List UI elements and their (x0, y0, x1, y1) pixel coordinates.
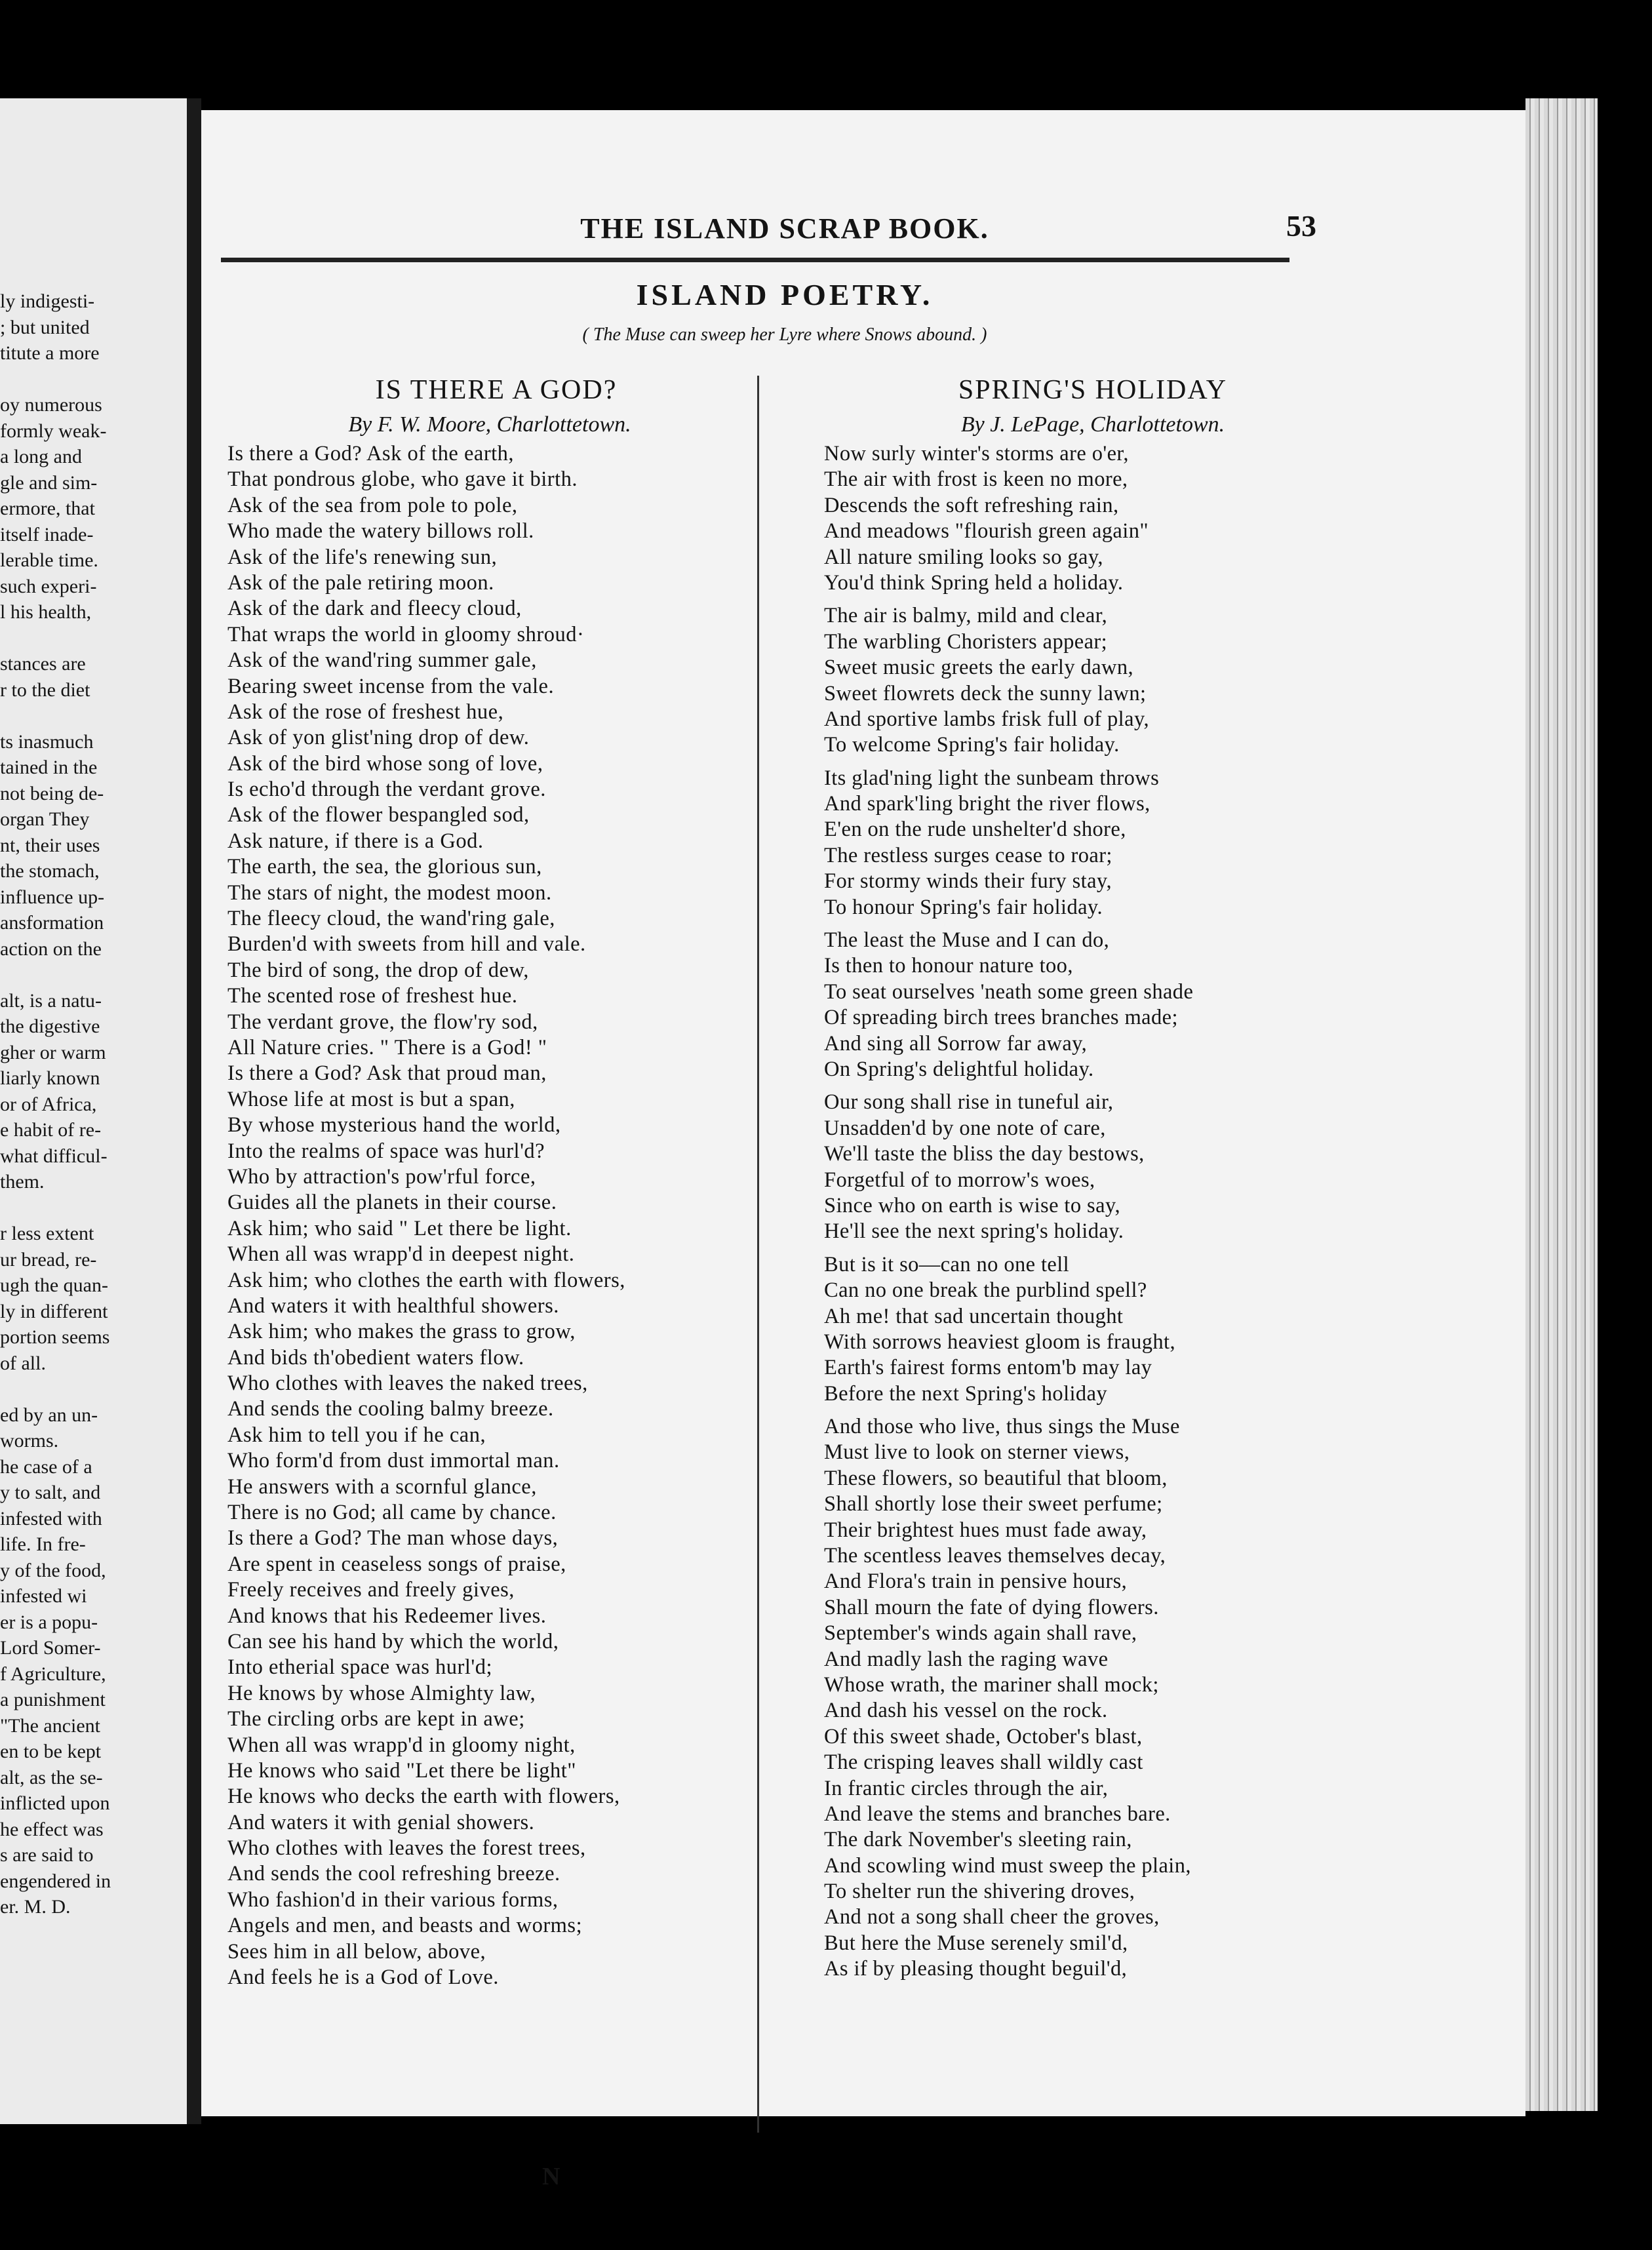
poem-line: He knows who decks the earth with flowers, (227, 1785, 620, 1809)
poem-line: And bids th'obedient waters flow. (227, 1345, 524, 1370)
poem-stanza (824, 441, 1506, 596)
poem-line: E'en on the rude unshelter'd shore, (824, 818, 1126, 842)
poem-line: All Nature cries. " There is a God! " (227, 1035, 547, 1059)
left-page-line: tained in the (0, 757, 98, 778)
left-page-line (0, 703, 111, 729)
poem-line: And spark'ling bright the river flows, (824, 792, 1150, 816)
poem-line: Into etherial space was hurl'd; (227, 1655, 492, 1680)
poem-body (227, 441, 752, 1990)
left-page-line: a punishment (0, 1689, 106, 1710)
poem-line: And sportive lambs frisk full of play, (824, 707, 1150, 731)
poem-line: He knows by whose Almighty law, (227, 1681, 536, 1705)
poem-line: Since who on earth is wise to say, (824, 1193, 1120, 1217)
left-page-line: influence up- (0, 886, 105, 908)
poem-line: Who clothes with leaves the forest trees, (227, 1836, 586, 1861)
poem-byline: By F. W. Moore, Charlottetown. (348, 412, 631, 437)
poem-title: IS THERE A GOD? (375, 375, 618, 405)
poem-line: To shelter run the shivering droves, (824, 1880, 1135, 1904)
left-page-line: ugh the quan- (0, 1274, 108, 1296)
left-page-line: them. (0, 1171, 45, 1193)
left-page-text (0, 288, 111, 1920)
left-page-line: titute a more (0, 342, 100, 364)
poem-line: When all was wrapp'd in gloomy night, (227, 1733, 576, 1757)
poem-line: Who form'd from dust immortal man. (227, 1449, 560, 1473)
poem-line: The verdant grove, the flow'ry sod, (227, 1010, 538, 1034)
poem-line: Of this sweet shade, October's blast, (824, 1724, 1143, 1748)
poem-line: Of spreading birch trees branches made; (824, 1006, 1178, 1030)
left-page-line: s are said to (0, 1844, 94, 1866)
poem-line: Ask of the bird whose song of love, (227, 751, 543, 776)
poem-line: The fleecy cloud, the wand'ring gale, (227, 907, 555, 931)
poem-line: The circling orbs are kept in awe; (227, 1707, 525, 1731)
left-page-fragment (0, 98, 187, 2124)
left-page-line: ed by an un- (0, 1404, 98, 1426)
left-page-line: f Agriculture, (0, 1663, 106, 1685)
poem-line: We'll taste the bliss the day bestows, (824, 1142, 1145, 1166)
left-page-line: er. M. D. (0, 1896, 71, 1918)
left-page-line: alt, as the se- (0, 1766, 103, 1788)
left-page-line: worms. (0, 1430, 59, 1451)
poem-line: Ask him; who said " Let there be light. (227, 1216, 572, 1240)
left-page-line: l his health, (0, 601, 92, 623)
left-page-line: nt, their uses (0, 834, 100, 856)
poem-line: Can see his hand by which the world, (227, 1629, 559, 1653)
left-page-line: inflicted upon (0, 1792, 110, 1814)
poem-line: Ask of the flower bespangled sod, (227, 803, 530, 827)
poem-line: You'd think Spring held a holiday. (824, 570, 1124, 595)
left-page-line (0, 366, 111, 393)
poem-line: And waters it with healthful showers. (227, 1293, 559, 1318)
poem-line: As if by pleasing thought beguil'd, (824, 1957, 1128, 1981)
poem-line: Sweet music greets the early dawn, (824, 656, 1134, 680)
poem-line: Is there a God? The man whose days, (227, 1526, 559, 1550)
poem-stanza (824, 928, 1506, 1082)
poem-line: Ask of the rose of freshest hue, (227, 700, 504, 724)
poem-line: Guides all the planets in their course. (227, 1191, 557, 1215)
poem-line: These flowers, so beautiful that bloom, (824, 1466, 1168, 1490)
left-page-line: action on the (0, 938, 102, 960)
signature-mark: N (542, 2163, 560, 2190)
poem-line: Are spent in ceaseless songs of praise, (227, 1552, 566, 1576)
poem-line: Whose wrath, the mariner shall mock; (824, 1672, 1159, 1697)
book-gutter (187, 98, 201, 2124)
left-page-line: infested wi (0, 1585, 87, 1607)
poem-line: Earth's fairest forms entom'b may lay (824, 1356, 1152, 1380)
poem-line: Is then to honour nature too, (824, 954, 1073, 978)
poem-line: And madly lash the raging wave (824, 1647, 1109, 1671)
poem-line: The earth, the sea, the glorious sun, (227, 855, 542, 879)
left-page-line: ly in different (0, 1300, 108, 1322)
book-page (201, 110, 1525, 2190)
poem-byline: By J. LePage, Charlottetown. (960, 412, 1225, 437)
left-page-line: formly weak- (0, 420, 107, 442)
poem-line: Sees him in all below, above, (227, 1939, 486, 1964)
poem-line: Ask of the pale retiring moon. (227, 570, 494, 595)
poem-line: By whose mysterious hand the world, (227, 1113, 561, 1137)
poem-line: Is echo'd through the verdant grove. (227, 778, 546, 802)
left-page-line: he effect was (0, 1818, 104, 1840)
poem-line: Our song shall rise in tuneful air, (824, 1090, 1114, 1115)
left-page-line (0, 625, 111, 652)
poem-line: And sing all Sorrow far away, (824, 1031, 1088, 1056)
left-page-line: gher or warm (0, 1041, 106, 1063)
poem-line: Who clothes with leaves the naked trees, (227, 1372, 588, 1396)
section-title: ISLAND POETRY. (636, 278, 934, 311)
poem-line: All nature smiling looks so gay, (824, 545, 1103, 569)
poem-is-there-a-god (227, 372, 752, 1990)
poem-line: Can no one break the purblind spell? (824, 1278, 1147, 1303)
left-page-line: r to the diet (0, 679, 90, 701)
poem-line: There is no God; all came by chance. (227, 1501, 557, 1525)
poem-line: When all was wrapp'd in deepest night. (227, 1242, 575, 1267)
poem-line: Ah me! that sad uncertain thought (824, 1304, 1124, 1328)
left-page-line: lerable time. (0, 549, 98, 571)
poem-line: Shall shortly lose their sweet perfume; (824, 1492, 1163, 1516)
poem-line: Angels and men, and beasts and worms; (227, 1914, 583, 1938)
poem-line: Ask of the wand'ring summer gale, (227, 648, 537, 673)
poem-line: And feels he is a God of Love. (227, 1965, 499, 1990)
poem-line: Its glad'ning light the sunbeam throws (824, 766, 1160, 790)
poem-line: He knows who said "Let there be light" (227, 1758, 577, 1783)
poem-line: Who by attraction's pow'rful force, (227, 1164, 536, 1189)
poem-line: And waters it with genial showers. (227, 1810, 535, 1834)
poem-line: Into the realms of space was hurl'd? (227, 1139, 545, 1163)
left-page-line: the digestive (0, 1016, 100, 1037)
left-page-line: of all. (0, 1352, 46, 1374)
poem-line: On Spring's delightful holiday. (824, 1057, 1094, 1081)
poem-line: Is there a God? Ask of the earth, (227, 442, 515, 465)
poem-line: Bearing sweet incense from the vale. (227, 674, 555, 698)
poem-line: The air with frost is keen no more, (824, 467, 1128, 492)
left-page-line: en to be kept (0, 1741, 102, 1762)
left-page-line: portion seems (0, 1326, 110, 1348)
page-number: 53 (1286, 209, 1316, 243)
poem-line: Must live to look on sterner views, (824, 1440, 1130, 1465)
left-page-line (0, 962, 111, 988)
poem-line: That wraps the world in gloomy shroud· (227, 622, 585, 646)
poem-line: Burden'd with sweets from hill and vale. (227, 932, 586, 957)
poem-stanza (824, 1414, 1506, 1983)
left-page-line: engendered in (0, 1870, 111, 1892)
poem-line: Ask of the dark and fleecy cloud, (227, 597, 522, 621)
poem-line: Ask of the sea from pole to pole, (227, 493, 518, 517)
left-page-line: r less extent (0, 1223, 94, 1244)
poem-line: To honour Spring's fair holiday. (824, 895, 1103, 919)
section-motto: ( The Muse can sweep her Lyre where Snows abound. ) (582, 325, 987, 345)
poem-line: And not a song shall cheer the groves, (824, 1905, 1160, 1929)
poem-line: Is there a God? Ask that proud man, (227, 1061, 547, 1086)
left-page-line: the stomach, (0, 860, 100, 882)
left-page-line: infested with (0, 1507, 102, 1530)
poem-line: The scentless leaves themselves decay, (824, 1544, 1166, 1568)
column-divider (757, 376, 759, 2133)
left-page-line: ly indigesti- (0, 290, 95, 312)
poem-line: And sends the cooling balmy breeze. (227, 1397, 554, 1421)
poem-line: Who fashion'd in their various forms, (227, 1887, 559, 1912)
poem-stanza (824, 603, 1506, 758)
poem-line: The scented rose of freshest hue. (227, 984, 518, 1008)
poem-line: And scowling wind must sweep the plain, (824, 1853, 1191, 1878)
poem-line: For stormy winds their fury stay, (824, 869, 1112, 894)
left-page-line: alt, is a natu- (0, 989, 102, 1012)
poem-line: Ask nature, if there is a God. (227, 829, 484, 853)
poem-line: And those who live, thus sings the Muse (824, 1415, 1180, 1439)
left-page-line: not being de- (0, 782, 104, 804)
left-page-line: er is a popu- (0, 1611, 98, 1633)
poem-line: Ask him; who makes the grass to grow, (227, 1320, 576, 1344)
poem-line: Ask of the life's renewing sun, (227, 545, 498, 569)
poem-line: Now surly winter's storms are o'er, (824, 442, 1129, 465)
left-page-line: or of Africa, (0, 1093, 97, 1115)
poem-line: Before the next Spring's holiday (824, 1381, 1108, 1406)
poem-title: SPRING'S HOLIDAY (958, 375, 1228, 405)
poem-line: Freely receives and freely gives, (227, 1578, 515, 1602)
poem-line: That pondrous globe, who gave it birth. (227, 467, 578, 492)
poem-line: To welcome Spring's fair holiday. (824, 733, 1120, 757)
left-page-line: y to salt, and (0, 1482, 101, 1503)
left-page-line: ermore, that (0, 498, 95, 519)
poem-stanza (824, 1252, 1506, 1407)
poem-line: He answers with a scornful glance, (227, 1474, 537, 1499)
poem-line: And dash his vessel on the rock. (824, 1699, 1108, 1723)
poem-springs-holiday (824, 372, 1506, 1990)
left-page-line: he case of a (0, 1455, 92, 1478)
poem-line: The restless surges cease to roar; (824, 843, 1112, 867)
running-head: THE ISLAND SCRAP BOOK. (580, 212, 989, 245)
poem-line: And sends the cool refreshing breeze. (227, 1862, 560, 1886)
poem-stanza (824, 766, 1506, 920)
left-page-line: gle and sim- (0, 471, 98, 494)
poem-line: To seat ourselves 'neath some green shade (824, 979, 1194, 1004)
left-page-line: such experi- (0, 575, 97, 597)
poem-line: With sorrows heaviest gloom is fraught, (824, 1330, 1176, 1354)
poem-line: But here the Muse serenely smil'd, (824, 1931, 1128, 1955)
poem-line: And knows that his Redeemer lives. (227, 1604, 547, 1628)
poem-line: And Flora's train in pensive hours, (824, 1569, 1128, 1594)
poem-line: Their brightest hues must fade away, (824, 1518, 1147, 1542)
poem-stanza (824, 1090, 1506, 1244)
poem-line: Forgetful of to morrow's woes, (824, 1168, 1095, 1192)
poem-line: Who made the watery billows roll. (227, 519, 534, 543)
poem-line: Ask him to tell you if he can, (227, 1423, 486, 1447)
poem-line: In frantic circles through the air, (824, 1776, 1109, 1800)
left-page-line: what difficul- (0, 1145, 108, 1167)
left-page-line: ; but united (0, 316, 90, 338)
left-page-line: life. In fre- (0, 1533, 86, 1555)
poem-line: The bird of song, the drop of dew, (227, 958, 529, 982)
poem-line: He'll see the next spring's holiday. (824, 1219, 1124, 1244)
left-page-line (0, 1376, 111, 1402)
poem-line: The dark November's sleeting rain, (824, 1828, 1132, 1852)
poem-line: Whose life at most is but a span, (227, 1087, 515, 1111)
left-page-line: e habit of re- (0, 1119, 102, 1141)
poem-line: September's winds again shall rave, (824, 1621, 1137, 1646)
page-edges (1525, 98, 1598, 2111)
left-page-line: ansformation (0, 912, 104, 934)
left-page-line: ur bread, re- (0, 1248, 97, 1271)
poem-line: The air is balmy, mild and clear, (824, 604, 1108, 628)
left-page-line: itself inade- (0, 523, 94, 545)
left-page-line: "The ancient (0, 1714, 101, 1737)
left-page-line (0, 1195, 111, 1221)
poem-line: Descends the soft refreshing rain, (824, 493, 1119, 517)
poem-line: Sweet flowrets deck the sunny lawn; (824, 681, 1147, 705)
poem-line: And meadows "flourish green again" (824, 519, 1149, 543)
left-page-line: oy numerous (0, 394, 102, 416)
poem-line: Ask of yon glist'ning drop of dew. (227, 726, 530, 750)
poem-line: The crisping leaves shall wildly cast (824, 1750, 1143, 1775)
left-page-line: liarly known (0, 1067, 100, 1089)
poem-body (824, 441, 1506, 1983)
poem-line: But is it so—can no one tell (824, 1252, 1070, 1276)
poem-line: The warbling Choristers appear; (824, 629, 1108, 654)
left-page-line: stances are (0, 653, 86, 675)
left-page-line: y of the food, (0, 1559, 106, 1581)
left-page-line: ts inasmuch (0, 730, 94, 753)
poem-line: Unsadden'd by one note of care, (824, 1116, 1106, 1140)
poem-line: And leave the stems and branches bare. (824, 1802, 1171, 1826)
header-rule (221, 258, 1289, 262)
left-page-line: a long and (0, 446, 82, 467)
left-page-line: organ They (0, 808, 90, 830)
poem-line: Ask him; who clothes the earth with flowers, (227, 1268, 625, 1292)
poem-line: The stars of night, the modest moon. (227, 880, 552, 905)
left-page-line: Lord Somer- (0, 1637, 101, 1659)
poem-line: Shall mourn the fate of dying flowers. (824, 1595, 1159, 1619)
poem-line: The least the Muse and I can do, (824, 928, 1110, 953)
